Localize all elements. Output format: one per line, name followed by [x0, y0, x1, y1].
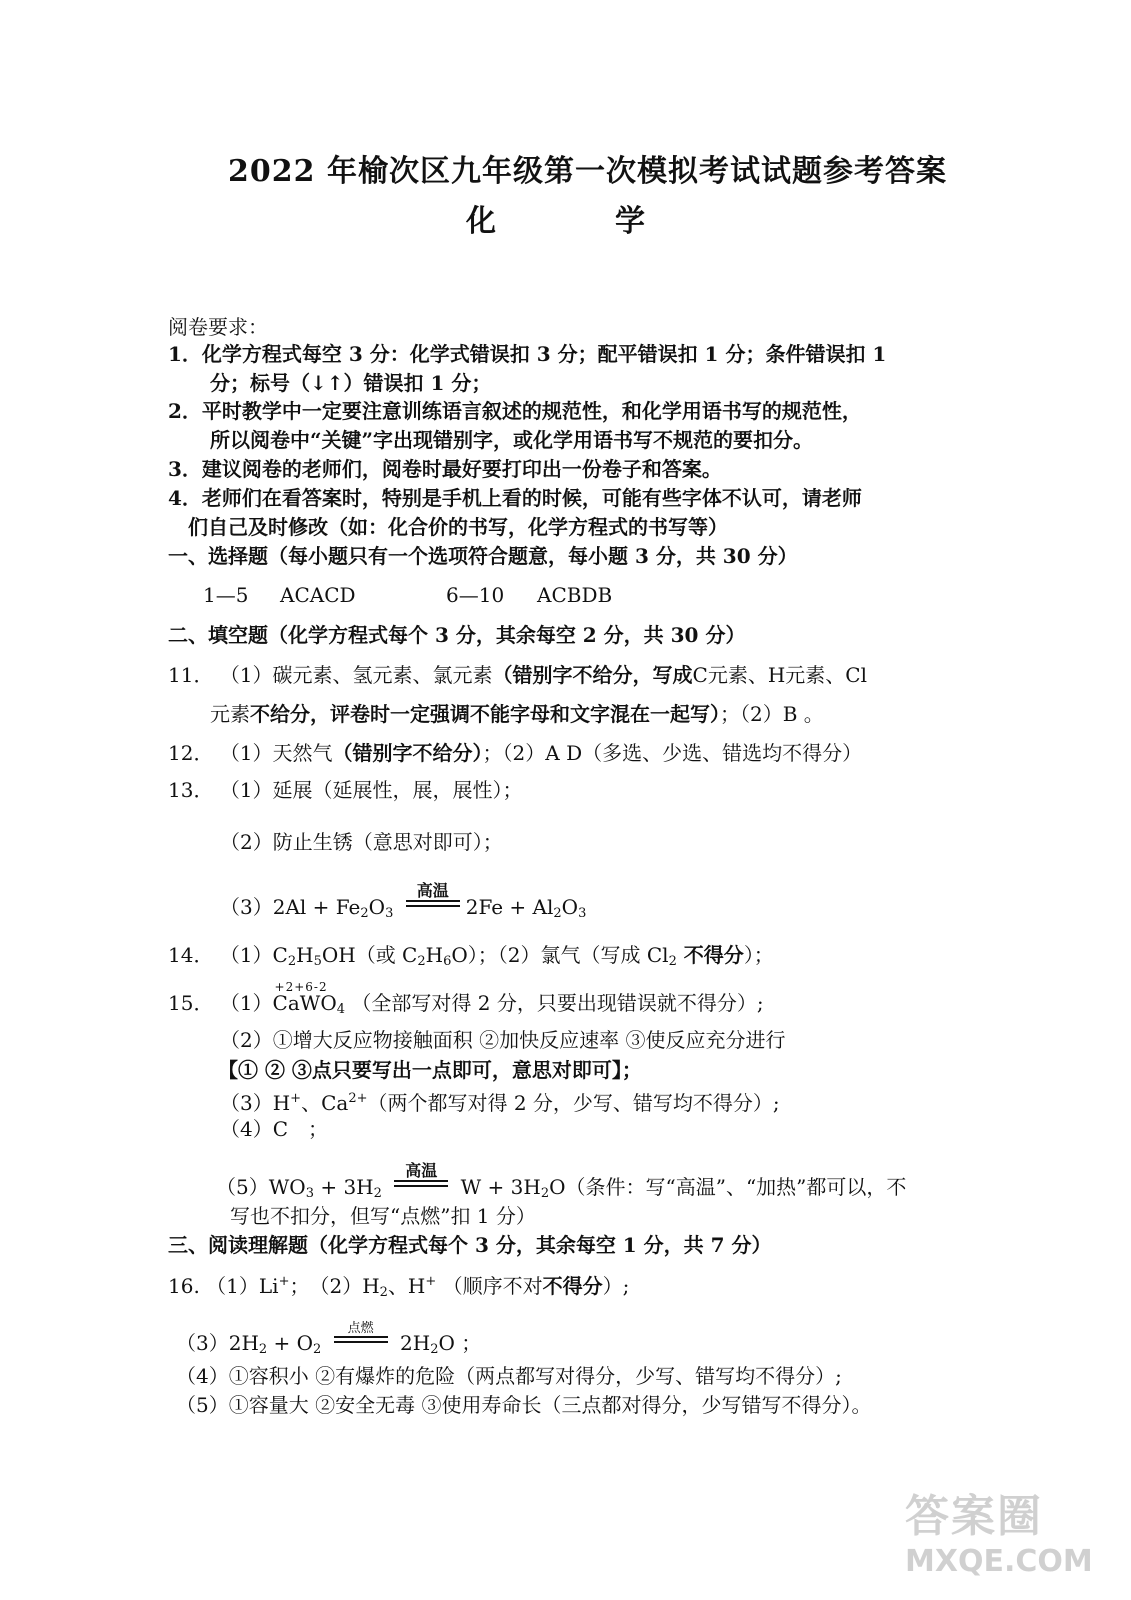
- q14-line: 14． $(1)C_2H_5OH$（或 $C_2H_6O$）；（2）氯气（写成 $Cl_2$ 不得分）；: [168, 943, 774, 969]
- q14-formula-a: （1）C: [219, 943, 288, 967]
- section-3-heading: 三、阅读理解题（化学方程式每个 3 分，其余每空 1 分，共 7 分）: [168, 1233, 772, 1257]
- section-2-heading: 二、填空题（化学方程式每个 3 分，其余每空 2 分，共 30 分）: [168, 623, 746, 647]
- q11-part-2: ；（2）B 。: [720, 702, 824, 726]
- valence-marks: +2+6-2: [274, 980, 328, 994]
- choice-answers-1: ACACD: [280, 583, 356, 607]
- q14-note: 不得分: [676, 943, 744, 967]
- q16-number: 16.: [168, 1274, 200, 1298]
- q15-number: 15．: [168, 991, 214, 1015]
- q12-part-2: ；（2）A D（多选、少选、错选均不得分）: [482, 741, 863, 765]
- ignition-condition-mark: 点燃: [332, 1324, 390, 1352]
- q11-word: 元素: [210, 702, 250, 726]
- q15-line-1: 15． （1） +2+6-2 CaWO$_4$ （全部写对得 2 分，只要出现错误就不得分）;: [168, 990, 764, 1023]
- valence-formula: +2+6-2 CaWO$_4$: [273, 990, 345, 1023]
- q13-number: 13．: [168, 778, 214, 802]
- q11-note-2: 不给分，评卷时一定强调不能字母和文字混在一起写）: [250, 702, 720, 726]
- q15-part-1-note: （全部写对得 2 分，只要出现错误就不得分）;: [351, 991, 764, 1015]
- q13-part-1: （1）延展（延展性，展，展性）；: [219, 778, 523, 802]
- q13-part-3: $(3)2Al + Fe_2O_3$ 高温 $2Fe + Al_2O_3$: [220, 888, 586, 927]
- q15-part-2: （2）①增大反应物接触面积 ②加快反应速率 ③使反应充分进行: [220, 1028, 786, 1052]
- q11-line-2: [210, 701, 824, 727]
- requirements-heading: 阅卷要求：: [168, 315, 268, 339]
- q13-equation-left: （3）2Al + Fe: [220, 895, 361, 919]
- page-title: 2022 年榆次区九年级第一次模拟考试试题参考答案: [228, 154, 947, 189]
- condition-label: 高温: [416, 881, 449, 900]
- q16-part-3: $(3)2H_2 + O_2$ 点燃 $2H_2O$ ；: [176, 1321, 482, 1357]
- watermark-logo: [905, 1480, 1105, 1579]
- q11-line-1: [168, 662, 867, 688]
- q11-symbols: C元素、H元素、Cl: [692, 663, 867, 687]
- requirement-3: 3．建议阅卷的老师们，阅卷时最好要打印出一份卷子和答案。: [168, 457, 722, 481]
- requirement-2-line-1: 2．平时教学中一定要注意训练语言叙述的规范性，和化学用语书写的规范性，: [168, 399, 862, 423]
- choice-range-1: 1—5: [203, 583, 249, 607]
- q13-equation-right: 2Fe + Al: [465, 895, 554, 919]
- q16-part-5: （5）①容量大 ②安全无毒 ③使用寿命长（三点都对得分，少写错写不得分）。: [176, 1393, 872, 1417]
- choice-answers-2: ACBDB: [537, 583, 613, 607]
- q11-note: （错别字不给分，写成: [492, 663, 693, 687]
- requirement-4-line-1: 4．老师们在看答案时，特别是手机上看的时候，可能有些字体不认可，请老师: [168, 486, 862, 510]
- q13-line-1: [168, 777, 523, 803]
- subject-char-2: 学: [615, 204, 645, 239]
- q14-part-2: O）；（2）氯气（写成 Cl: [451, 943, 669, 967]
- requirement-1-line-2: 分；标号（↓↑）错误扣 1 分；: [210, 371, 492, 395]
- heating-condition-mark: [404, 881, 462, 916]
- q14-number: 14．: [168, 943, 214, 967]
- q16-line-1: 16. （1）Li+； $(2)H_2$、H+ （顺序不对不得分）;: [168, 1274, 630, 1300]
- requirement-1-line-1: 1．化学方程式每空 3 分：化学式错误扣 3 分；配平错误扣 1 分；条件错误扣 1: [168, 342, 887, 366]
- q12-answer: （1）天然气: [219, 741, 333, 765]
- watermark-text-cn: 答案圈: [905, 1491, 1043, 1542]
- q13-part-2: （2）防止生锈（意思对即可）；: [220, 830, 503, 854]
- requirement-4-line-2: 们自己及时修改（如：化合价的书写，化学方程式的书写等）: [188, 515, 728, 539]
- q11-number: 11．: [168, 663, 214, 687]
- choice-range-2: 6—10: [446, 583, 505, 607]
- q15-part-3: （3）H+、$Ca^{2+}$（两个都写对得 2 分，少写、错写均不得分）;: [220, 1091, 780, 1115]
- q15-part-5-line-1: $(5)WO_3 + 3H_2$ 高温 $W + 3H_2O$（条件：写“高温”、“加热”都可以，不: [216, 1161, 907, 1201]
- requirement-2-line-2: 所以阅卷中“关键”字出现错别字，或化学用语书写不规范的要扣分。: [210, 428, 814, 452]
- watermark-text-en: MXQE.COM: [905, 1544, 1093, 1579]
- q12-note: （错别字不给分）: [332, 741, 483, 765]
- q15-part-2-note: 【① ② ③点只要写出一点即可，意思对即可】；: [218, 1058, 642, 1082]
- q16-part-4: （4）①容积小 ②有爆炸的危险（两点都写对得分，少写、错写均不得分）;: [176, 1364, 842, 1388]
- q11-answer: （1）碳元素、氢元素、氯元素: [219, 663, 493, 687]
- q12-number: 12．: [168, 741, 214, 765]
- section-1-heading: 一、选择题（每小题只有一个选项符合题意，每小题 3 分，共 30 分）: [168, 544, 798, 568]
- subject-char-1: 化: [466, 204, 496, 239]
- q15-part-4: （4）C ；: [220, 1117, 329, 1141]
- heating-condition-mark-2: 高温: [392, 1168, 450, 1196]
- q15-part-5-line-2: 写也不扣分，但写“点燃”扣 1 分）: [230, 1204, 536, 1228]
- q12-line: [168, 740, 862, 766]
